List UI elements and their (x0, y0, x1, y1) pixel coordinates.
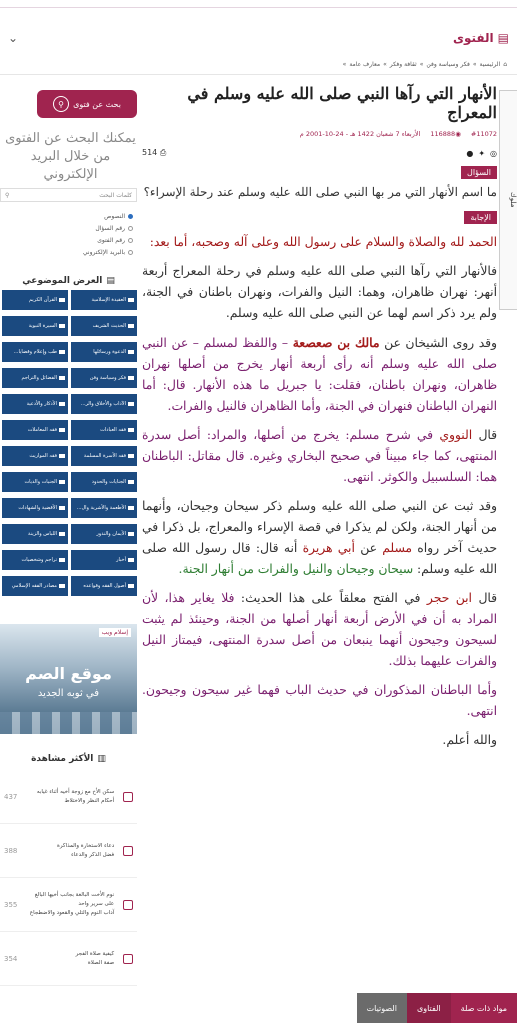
tab-audio[interactable]: الصوتيات (357, 993, 407, 1023)
list-item[interactable]: دعاء الاستخارة والمذاكرة فضل الذكر والدعاء 388 (0, 824, 137, 878)
topic-item[interactable]: الفضائل والتراجم (2, 368, 68, 388)
folder-icon (128, 506, 134, 510)
site-header (0, 18, 517, 58)
ad-logo: إسلام ويب (99, 628, 131, 637)
list-item[interactable]: سكن الأخ مع زوجة أخيه أثناء غيابه أحكام النظر والاختلاط 437 (0, 770, 137, 824)
search-option[interactable]: رقم الفتوى (0, 234, 133, 246)
sidebar (0, 90, 137, 986)
ad-subtitle: في ثوبه الجديد (37, 688, 100, 699)
topic-item[interactable]: مصادر الفقه الإسلامي (2, 576, 68, 596)
answer-paragraph: وأما الباطنان المذكوران في حديث الباب فهما غير سيحون وجيحون. انتهى. (142, 683, 497, 718)
topic-item[interactable]: طب وإعلام وقضايا... (2, 342, 68, 362)
search-icon: ⚲ (53, 96, 69, 112)
topic-item[interactable]: فكر وسياسة وفن (71, 368, 137, 388)
topic-item[interactable]: الدعوة ورسائلها (71, 342, 137, 362)
topic-item[interactable]: العقيدة الإسلامية (71, 290, 137, 310)
folder-icon (128, 454, 134, 458)
document-icon (123, 900, 133, 910)
article-date: الأربعاء 7 شعبان 1422 هـ - 24-10-2001 م (299, 130, 421, 138)
answer-closing: والله أعلم. (442, 733, 497, 747)
topic-item[interactable]: الأيمان والنذور (71, 524, 137, 544)
folder-icon (128, 324, 134, 328)
topic-item[interactable]: اللباس والزينة (2, 524, 68, 544)
search-option[interactable]: رقم السؤال (0, 222, 133, 234)
views-count: ◉116888 (430, 130, 461, 138)
radio-icon (128, 214, 133, 219)
folder-icon (59, 558, 65, 562)
popular-list (0, 770, 137, 986)
topic-item[interactable]: أصول الفقه وقواعده (71, 576, 137, 596)
divider (0, 74, 517, 75)
folder-icon (128, 428, 134, 432)
ad-title: موقع الصم (25, 664, 112, 683)
answer-paragraph: وقد روى الشيخان عن مالك بن صعصعة – واللفظ لمسلم – عن النبي صلى الله عليه وسلم أنه رأى أربعة أنهار يخرج من أصلها نهران ظاهران، ونهران باطنان، فقلت: يا جبريل ما هذه الأنهار. قال: أما النهران الباطنان فنهران في الجنة، وأما الظاهران فالنيل والفرات. (142, 335, 497, 413)
folder-icon (128, 584, 134, 588)
folder-icon (128, 532, 134, 536)
topic-item[interactable]: أخبار (71, 550, 137, 570)
ad-strip (0, 712, 137, 734)
fatwa-number: #11072 (470, 130, 497, 138)
page-title: الأنهار التي رآها النبي صلى الله عليه وسلم في المعراج (187, 84, 497, 122)
topic-item[interactable]: الجنايات والحدود (71, 472, 137, 492)
topic-item[interactable]: الآداب والأخلاق والر... (71, 394, 137, 414)
list-item[interactable]: نوم الأخت البالغة بجانب أخيها البالغ على سرير واحد آداب النوم والتلي والقعود والاضطجاع 355 (0, 878, 137, 932)
search-option[interactable]: النصوص (0, 210, 133, 222)
folder-icon (59, 376, 65, 380)
topic-item[interactable]: فقه المواريث (2, 446, 68, 466)
folder-icon (128, 350, 134, 354)
search-fatwa-button[interactable]: بحث عن فتوى ⚲ (37, 90, 137, 118)
topic-item[interactable]: فقه العبادات (71, 420, 137, 440)
folder-icon (128, 298, 134, 302)
document-icon (123, 846, 133, 856)
whatsapp-icon[interactable]: ◎ (490, 148, 497, 158)
folder-icon (59, 454, 65, 458)
search-icon[interactable]: ⚲ (5, 191, 10, 199)
folder-icon (59, 532, 65, 536)
answer-paragraph: فالأنهار التي رآها النبي صلى الله عليه وسلم في رحلة المعراج أربعة أنهر: نهران ظاهران، وهما: النيل والفرات، ونهران باطنان في الجنة، ولم يرد ذكر اسم لهما عن النبي صلى الله عليه وسلم. (142, 264, 497, 320)
topic-item[interactable]: الأذكار والأدعية (2, 394, 68, 414)
topic-item[interactable]: الأطعمة والأشربة وال... (71, 498, 137, 518)
book-icon: ▤ (106, 276, 115, 286)
answer-paragraph: وقد ثبت عن النبي صلى الله عليه وسلم ذكر سيحان وجيحان، وأنهما من أنهار الجنة، ولكن لم يذكرا في قصة الإسراء والمعراج، بل ذكرا في حديث آخر رواه مسلم عن أبي هريرة أنه قال: قال رسول الله صلى الله عليه وسلم: سيحان وجيحان والنيل والفرات من أنهار الجنة. (142, 499, 497, 576)
article-meta (142, 130, 497, 138)
share-bar (142, 148, 497, 158)
answer-label: الإجابة (464, 211, 497, 224)
answer-paragraph: قال ابن حجر في الفتح معلقاً على هذا الحديث: فلا يغاير هذا، لأن المراد به أن في الأرض أربعة أنهار أصلها من الجنة، وحينئذ لم يثبت لسيحون وجيحون أنهما ينبعان من أصل سدرة المنتهى، فيمتاز النيل والفرات عليهما بذلك. (142, 591, 498, 668)
breadcrumb-item[interactable]: فكر وسياسة وفن (426, 60, 470, 68)
chart-icon: ▥ (97, 754, 106, 764)
search-options (0, 210, 137, 258)
folder-icon (59, 428, 65, 432)
question-text: ما اسم الأنهار التي مر بها النبي صلى الله عليه وسلم عند رحلة الإسراء؟ (143, 185, 497, 199)
advert-banner[interactable] (0, 624, 137, 734)
folder-icon (59, 506, 65, 510)
topic-item[interactable]: الحديث الشريف (71, 316, 137, 336)
topic-item[interactable]: الجنيات والديات (2, 472, 68, 492)
topic-item[interactable]: فقه الأسرة المسلمة (71, 446, 137, 466)
folder-icon (128, 376, 134, 380)
article (142, 84, 497, 759)
search-option[interactable]: بالبريد الإلكتروني (0, 246, 133, 258)
side-floating-tab[interactable]: ملوك (499, 90, 517, 310)
tab-related[interactable]: مواد ذات صلة (451, 993, 517, 1023)
chevron-down-icon[interactable]: ⌄ (8, 31, 19, 45)
home-icon[interactable]: ⌂ (503, 60, 507, 68)
twitter-icon[interactable]: ✦ (478, 148, 486, 158)
email-search-text: يمكنك البحث عن الفتوى من خلال البريد الإلكتروني (5, 131, 136, 182)
radio-icon (128, 250, 133, 255)
folder-icon (59, 402, 65, 406)
folder-icon (59, 350, 65, 354)
folder-icon (128, 480, 134, 484)
folder-icon (59, 298, 65, 302)
facebook-icon[interactable]: ● (466, 148, 474, 158)
breadcrumb-item[interactable]: ثقافة وفكر (389, 60, 417, 68)
topic-item[interactable]: القرآن الكريم (2, 290, 68, 310)
answer-paragraph: قال النووي في شرح مسلم: يخرج من أصلها، والمراد: أصل سدرة المنتهى، كما جاء مبيناً في صحيح البخاري وغيره. قال مقاتل: الباطنان هما: السلسبيل والكوثر. انتهى. (142, 428, 497, 484)
folder-icon (128, 558, 134, 562)
breadcrumb: ⌂ الرئيسية » فكر وسياسة وفن » ثقافة وفكر » معارف عامة » (342, 60, 507, 68)
radio-icon (128, 226, 133, 231)
radio-icon (128, 238, 133, 243)
brand-title: الفتوى (452, 31, 494, 45)
folder-icon (59, 324, 65, 328)
breadcrumb-item[interactable]: معارف عامة (349, 60, 381, 68)
book-icon: ▤ (497, 31, 509, 45)
folder-icon (59, 584, 65, 588)
search-input[interactable]: كلمات البحث ⚲ (0, 188, 137, 202)
topic-item[interactable]: الأقضية والشهادات (2, 498, 68, 518)
topics-grid (0, 290, 137, 596)
document-icon (123, 954, 133, 964)
document-icon (123, 792, 133, 802)
topic-item[interactable]: تراجم وشخصيات (2, 550, 68, 570)
question-label: السؤال (461, 166, 497, 179)
brand[interactable] (453, 31, 509, 45)
tab-fatwas[interactable]: الفتاوى (407, 993, 451, 1023)
topic-item[interactable]: فقه المعاملات (2, 420, 68, 440)
top-strip (0, 0, 517, 8)
answer-opening: الحمد لله والصلاة والسلام على رسول الله وعلى آله وصحبه، أما بعد: (149, 235, 497, 249)
folder-icon (128, 402, 134, 406)
answer-body (142, 232, 497, 751)
bottom-tabs (357, 993, 517, 1023)
list-item[interactable]: كيفية صلاة الفجر صفة الصلاة 354 (0, 932, 137, 986)
print-count[interactable]: ⎙ 514 (142, 148, 167, 157)
breadcrumb-item[interactable]: الرئيسية (479, 60, 501, 68)
folder-icon (59, 480, 65, 484)
popular-heading: ▥ الأكثر مشاهدة (31, 754, 106, 764)
topic-item[interactable]: السيرة النبوية (2, 316, 68, 336)
topics-heading: ▤ العرض الموضوعي (22, 276, 115, 286)
